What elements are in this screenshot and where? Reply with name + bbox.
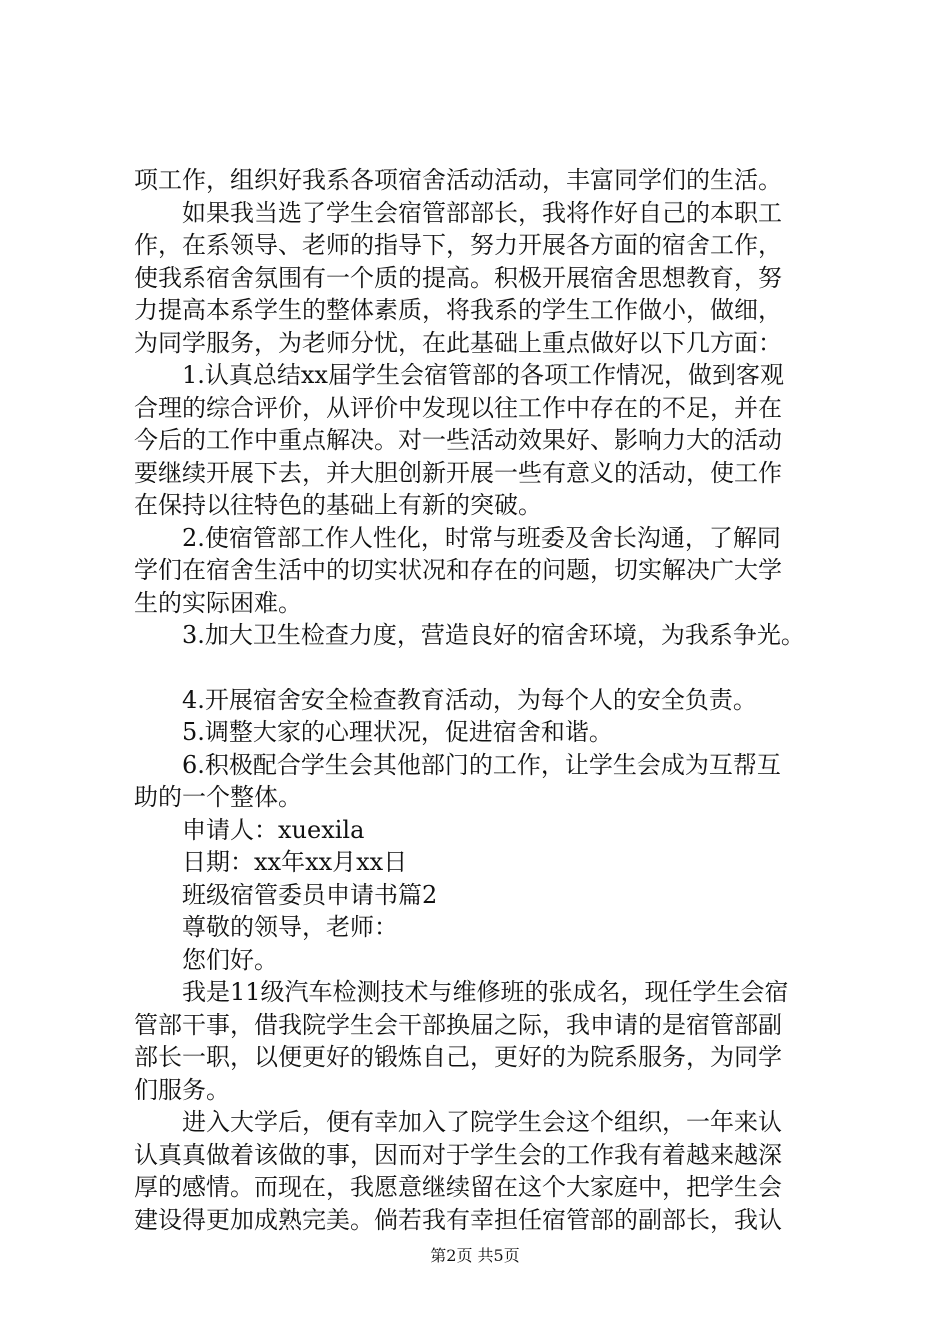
text-line: 4.开展宿舍安全检查教育活动，为每个人的安全负责。	[182, 685, 757, 714]
text-line: 建设得更加成熟完美。倘若我有幸担任宿管部的副部长，我认	[134, 1205, 782, 1234]
text-line: 认真真做着该做的事，因而对于学生会的工作我有着越来越深	[134, 1140, 782, 1169]
text-line: 3.加大卫生检查力度，营造良好的宿舍环境，为我系争光。	[182, 621, 805, 649]
greeting: 您们好。	[182, 945, 278, 974]
text-line: 生的实际困难。	[134, 588, 302, 617]
text-line: 如果我当选了学生会宿管部部长，我将作好自己的本职工	[182, 198, 782, 227]
text-line: 进入大学后，便有幸加入了院学生会这个组织，一年来认	[182, 1108, 782, 1136]
text-line: 5.调整大家的心理状况，促进宿舍和谐。	[182, 718, 613, 746]
text-line: 部长一职，以便更好的锻炼自己，更好的为院系服务，为同学	[134, 1043, 782, 1071]
text-line: 6.积极配合学生会其他部门的工作，让学生会成为互帮互	[182, 750, 781, 779]
applicant-line: 申请人：xuexila	[182, 815, 365, 844]
text-line: 要继续开展下去，并大胆创新开展一些有意义的活动，使工作	[134, 458, 782, 487]
text-line: 作，在系领导、老师的指导下，努力开展各方面的宿舍工作，	[134, 231, 782, 259]
date-line: 日期：xx年xx月xx日	[182, 848, 408, 876]
document-body	[134, 164, 834, 1236]
text-line: 为同学服务，为老师分忧，在此基础上重点做好以下几方面：	[134, 328, 782, 357]
salutation: 尊敬的领导，老师：	[182, 913, 398, 941]
text-line: 2.使宿管部工作人性化，时常与班委及舍长沟通，了解同	[182, 523, 781, 552]
paragraph-gap	[134, 652, 834, 684]
text-line: 学们在宿舍生活中的切实状况和存在的问题，切实解决广大学	[134, 556, 782, 584]
text-line: 合理的综合评价，从评价中发现以往工作中存在的不足，并在	[134, 393, 782, 422]
text-line: 项工作，组织好我系各项宿舍活动活动，丰富同学们的生活。	[134, 166, 782, 194]
text-line: 厚的感情。而现在，我愿意继续留在这个大家庭中，把学生会	[134, 1173, 782, 1201]
text-line: 使我系宿舍氛围有一个质的提高。积极开展宿舍思想教育，努	[134, 263, 782, 292]
section-title: 班级宿管委员申请书篇2	[182, 880, 438, 909]
text-line: 们服务。	[134, 1075, 230, 1104]
text-line: 管部干事，借我院学生会干部换届之际，我申请的是宿管部副	[134, 1010, 782, 1039]
text-line: 在保持以往特色的基础上有新的突破。	[134, 491, 542, 519]
text-line: 今后的工作中重点解决。对一些活动效果好、影响力大的活动	[134, 426, 782, 454]
text-line: 助的一个整体。	[134, 783, 302, 811]
text-line: 力提高本系学生的整体素质，将我系的学生工作做小，做细，	[134, 296, 782, 324]
text-line: 我是11级汽车检测技术与维修班的张成名，现任学生会宿	[182, 978, 789, 1006]
page-number: 第2页 共5页	[430, 1246, 520, 1265]
text-line: 1.认真总结xx届学生会宿管部的各项工作情况，做到客观	[182, 361, 784, 389]
